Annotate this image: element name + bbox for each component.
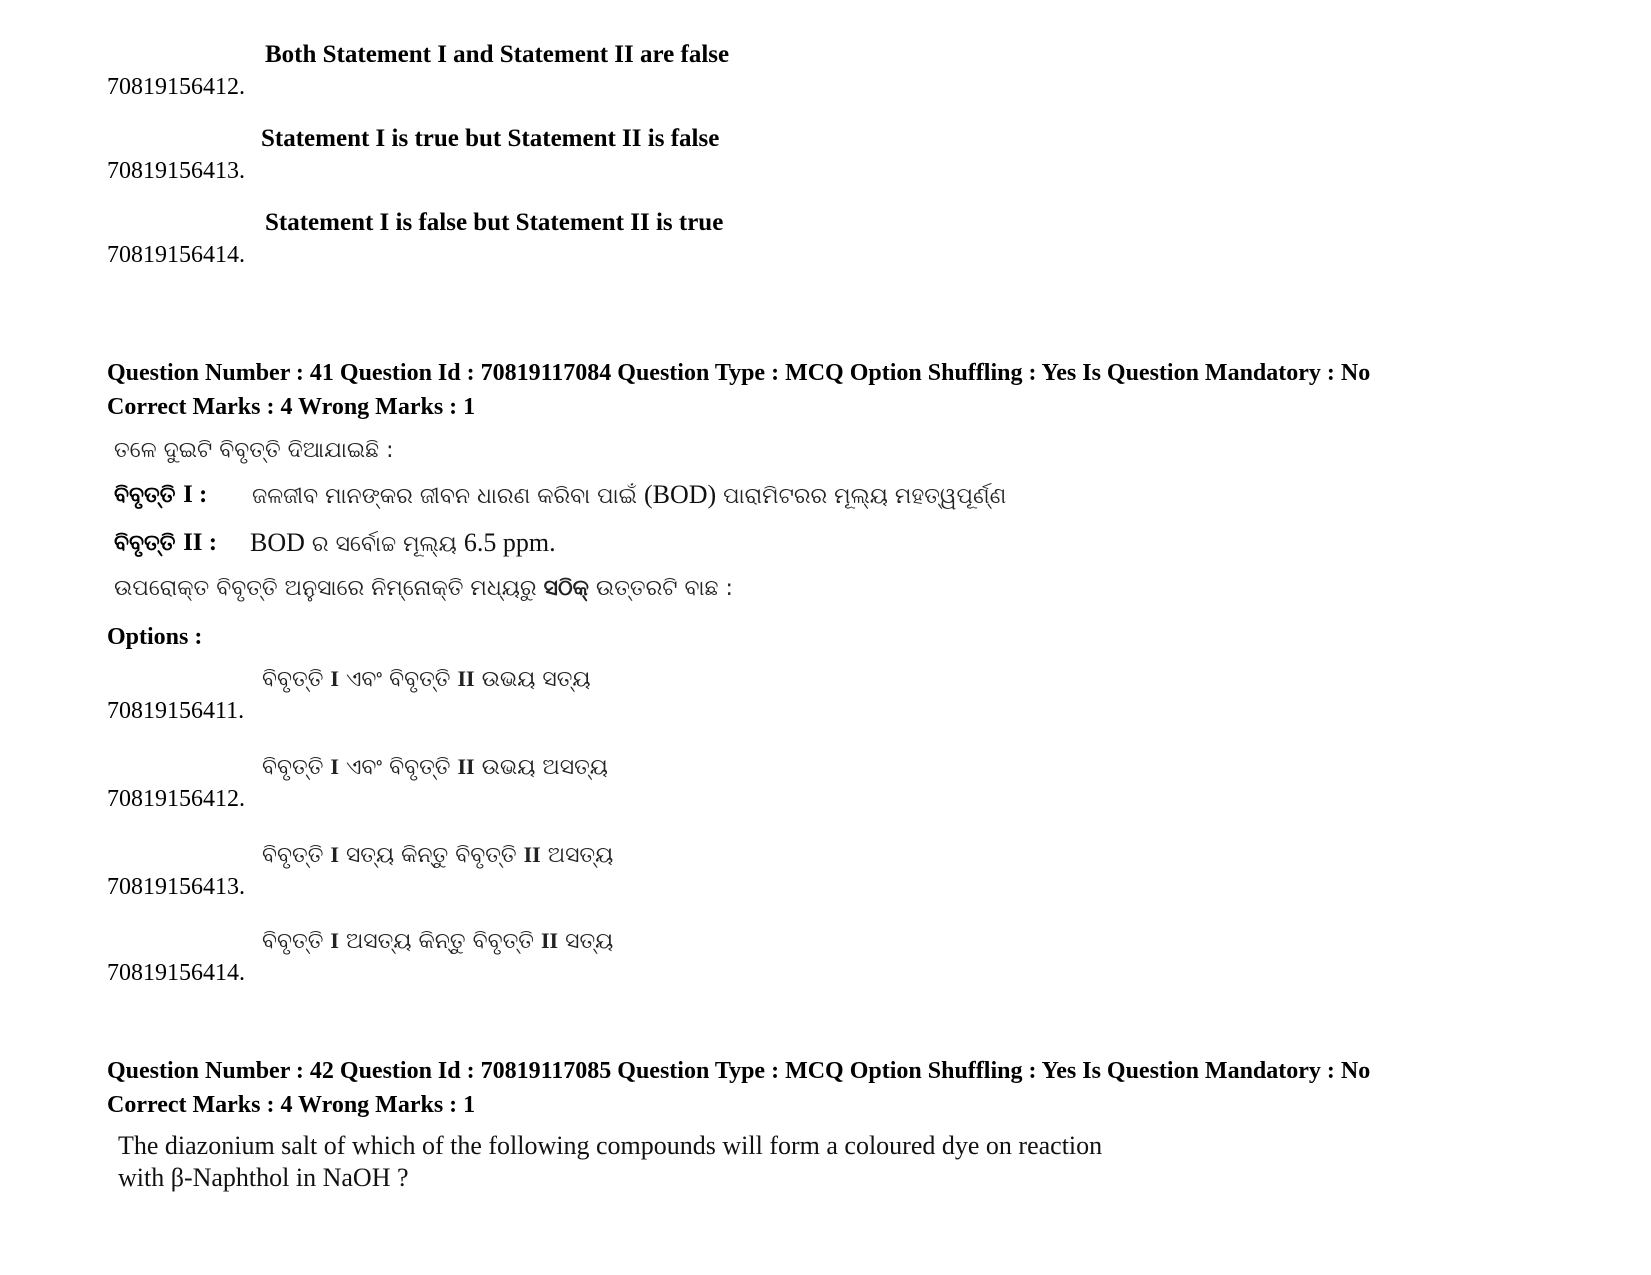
option-text: Statement I is true but Statement II is false [261,125,720,152]
statement-label-word: ବିବୃତ୍ତି [114,531,176,556]
option-number: 70819156412. [107,786,245,812]
q42-question-line2: with β-Naphthol in NaOH ? [118,1163,409,1192]
option-number: 70819156414. [107,242,245,268]
option-numeral: I [330,754,339,779]
q41-header-line1: Question Number : 41 Question Id : 70819117084 Question Type : MCQ Option Shuffling : Yes Is Question Mandatory : No [107,360,1371,386]
option-text [262,752,608,783]
option-word: ସତ୍ୟ କିନ୍ତୁ ବିବୃତ୍ତି [345,843,517,868]
option-word: ବିବୃତ୍ତି [262,755,324,780]
statement-text-part: ପାରାମିଟରର ମୂଲ୍ୟ ମହତ୍ୱପୂର୍ଣ୍ଣ [723,484,1007,509]
option-text: Statement I is false but Statement II is true [265,209,724,236]
option-text [262,926,613,957]
statement-label-numeral: I : [183,481,208,508]
q42-header-line1: Question Number : 42 Question Id : 70819117085 Question Type : MCQ Option Shuffling : Yes Is Question Mandatory : No [107,1058,1371,1084]
option-number: 70819156412. [107,74,245,100]
prev-option-413 [107,124,1557,184]
statement-label [114,478,207,513]
q41-instruction [114,574,733,604]
option-number: 70819156413. [107,158,245,184]
q41-options-label: Options : [107,624,203,650]
option-number: 70819156411. [107,698,245,724]
option-word: ସତ୍ୟ [565,929,614,954]
statement-text-latin: BOD [250,528,305,557]
option-numeral: I [330,842,339,867]
option-word: ଉଭୟ ସତ୍ୟ [481,667,591,692]
instruction-text: ଉପରୋକ୍ତ ବିବୃତ୍ତି ଅନୁସାରେ ନିମ୍ନୋକ୍ତି ମଧ୍ୟରୁ [114,576,537,601]
q41-statement-1 [114,478,1214,516]
statement-text-part: ଜଳଜୀବ ମାନଙ୍କର ଜୀବନ ଧାରଣ କରିବା ପାଇଁ [252,484,637,509]
q42-question-line1: The diazonium salt of which of the following compounds will form a coloured dye on reaction [118,1131,1103,1160]
statement-text [250,526,556,562]
option-word: ବିବୃତ୍ତି [262,843,324,868]
statement-text-part: ର ସର୍ବୋଚ୍ଚ ମୂଲ୍ୟ [311,532,457,557]
option-numeral: II [457,666,475,691]
q41-option-413 [107,840,1557,900]
option-number: 70819156413. [107,874,245,900]
option-numeral: II [457,754,475,779]
statement-label-numeral: II : [183,529,218,556]
statement-label [114,526,217,561]
instruction-emphasis: ସଠିକ୍ [543,576,589,601]
q41-intro: ତଳେ ଦୁଇଟି ବିବୃତ୍ତି ଦିଆଯାଇଛି : [114,438,394,463]
option-numeral: I [330,666,339,691]
option-word: ଅସତ୍ୟ କିନ୍ତୁ ବିବୃତ୍ତି [345,929,534,954]
statement-text-latin: (BOD) [643,480,717,509]
option-numeral: II [540,928,559,953]
option-text [262,840,613,871]
prev-option-414 [107,208,1557,268]
option-word: ବିବୃତ୍ତି [262,667,324,692]
option-word: ଏବଂ ବିବୃତ୍ତି [345,667,451,692]
statement-label-word: ବିବୃତ୍ତି [114,483,176,508]
option-text: Both Statement I and Statement II are false [265,41,730,68]
statement-text-latin: 6.5 ppm. [463,528,556,557]
q41-option-414 [107,926,1557,986]
option-number: 70819156414. [107,960,245,986]
option-word: ଉଭୟ ଅସତ୍ୟ [481,755,608,780]
q41-header-line2: Correct Marks : 4 Wrong Marks : 1 [107,394,476,420]
prev-option-412 [107,40,1557,100]
q41-option-411 [107,664,1557,724]
option-numeral: I [330,928,339,953]
q41-statement-2 [114,526,1214,564]
q42-header-line2: Correct Marks : 4 Wrong Marks : 1 [107,1092,476,1118]
option-word: ବିବୃତ୍ତି [262,929,324,954]
option-numeral: II [523,842,541,867]
q41-option-412 [107,752,1557,812]
option-word: ଏବଂ ବିବୃତ୍ତି [345,755,451,780]
option-word: ଅସତ୍ୟ [547,843,614,868]
statement-text [252,478,1006,514]
instruction-text: ଉତ୍ତରଟି ବାଛ : [595,576,733,601]
option-text [262,664,591,695]
